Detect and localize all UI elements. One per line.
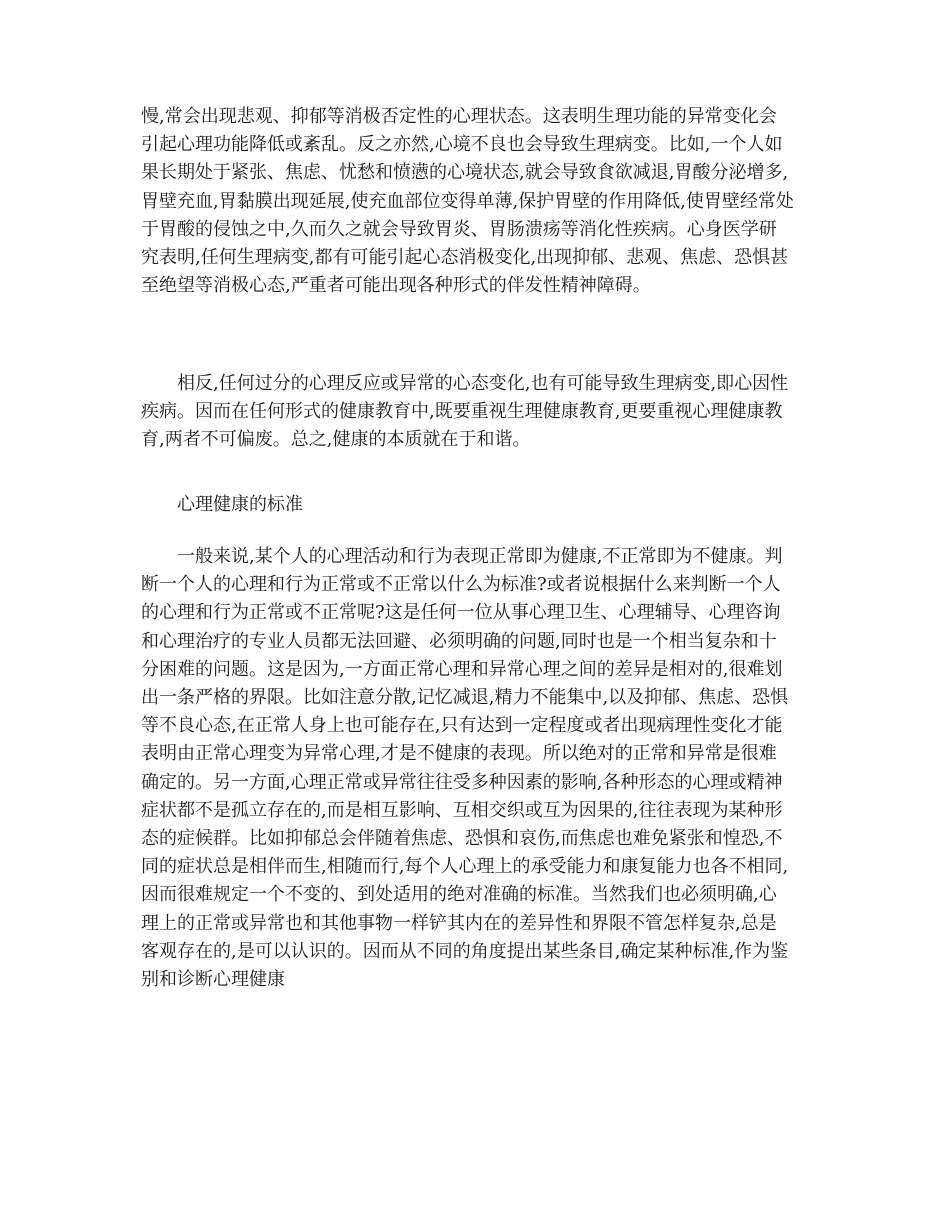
text-line: 慢,常会出现悲观、抑郁等消极否定性的心理状态。这表明生理功能的异常变化会	[141, 106, 777, 127]
text-line: 至绝望等消极心态,严重者可能出现各种形式的伴发性精神障碍。	[141, 275, 651, 297]
text-line: 相反,任何过分的心理反应或异常的心态变化,也有可能导致生理病变,即心因性	[141, 373, 789, 394]
text-line: 引起心理功能降低或紊乱。反之亦然,心境不良也会导致生理病变。比如,一个人如	[141, 134, 783, 156]
text-line: 疾病。因而在任何形式的健康教育中,既要重视生理健康教育,更要重视心理健康教	[141, 401, 783, 423]
text-line: 胃壁充血,胃黏膜出现延展,使充血部位变得单薄,保护胃壁的作用降低,使胃壁经常处	[141, 190, 794, 212]
text-line: 客观存在的,是可以认识的。因而从不同的角度提出某些条目,确定某种标准,作为鉴	[141, 940, 789, 962]
text-line: 果长期处于紧张、焦虑、忧愁和愤懑的心境状态,就会导致食欲减退,胃酸分泌增多,	[141, 162, 789, 184]
paragraph-psychogenic-disease	[141, 370, 813, 455]
text-line: 究表明,任何生理病变,都有可能引起心态消极变化,出现抑郁、悲观、焦虑、恐惧甚	[141, 247, 789, 269]
text-line: 育,两者不可偏废。总之,健康的本质就在于和谐。	[141, 429, 531, 451]
text-line: 出一条严格的界限。比如注意分散,记忆减退,精力不能集中,以及抑郁、焦虑、恐惧	[141, 687, 789, 709]
section-heading	[141, 491, 813, 519]
text-line: 表明由正常心理变为异常心理,才是不健康的表现。所以绝对的正常和异常是很难	[141, 743, 777, 765]
heading-text: 心理健康的标准	[141, 494, 303, 515]
text-line: 一般来说,某个人的心理活动和行为表现正常即为健康,不正常即为不健康。判	[141, 546, 783, 567]
paragraph-health-standard	[141, 543, 813, 994]
text-line: 确定的。另一方面,心理正常或异常往往受多种因素的影响,各种形态的心理或精神	[141, 771, 783, 793]
text-line: 分困难的问题。这是因为,一方面正常心理和异常心理之间的差异是相对的,很难划	[141, 658, 783, 680]
text-line: 于胃酸的侵蚀之中,久而久之就会导致胃炎、胃肠溃疡等消化性疾病。心身医学研	[141, 218, 777, 240]
text-line: 断一个人的心理和行为正常或不正常以什么为标准?或者说根据什么来判断一个人	[141, 574, 781, 596]
text-line: 态的症候群。比如抑郁总会伴随着焦虑、恐惧和哀伤,而焦虑也难免紧张和惶恐,不	[141, 828, 783, 850]
paragraph-physiology-psychology	[141, 103, 813, 300]
text-line: 症状都不是孤立存在的,而是相互影响、互相交织或互为因果的,往往表现为某种形	[141, 799, 783, 821]
text-line: 因而很难规定一个不变的、到处适用的绝对准确的标准。当然我们也必须明确,心	[141, 884, 777, 906]
text-line: 的心理和行为正常或不正常呢?这是任何一位从事心理卫生、心理辅导、心理咨询	[141, 602, 781, 624]
text-line: 理上的正常或异常也和其他事物一样铲其内在的差异性和界限不管怎样复杂,总是	[141, 912, 777, 934]
text-line: 和心理治疗的专业人员都无法回避、必须明确的问题,同时也是一个相当复杂和十	[141, 630, 777, 652]
text-line: 同的症状总是相伴而生,相随而行,每个人心理上的承受能力和康复能力也各不相同,	[141, 856, 789, 878]
text-line: 别和诊断心理健康	[141, 969, 285, 991]
text-line: 等不良心态,在正常人身上也可能存在,只有达到一定程度或者出现病理性变化才能	[141, 715, 783, 737]
